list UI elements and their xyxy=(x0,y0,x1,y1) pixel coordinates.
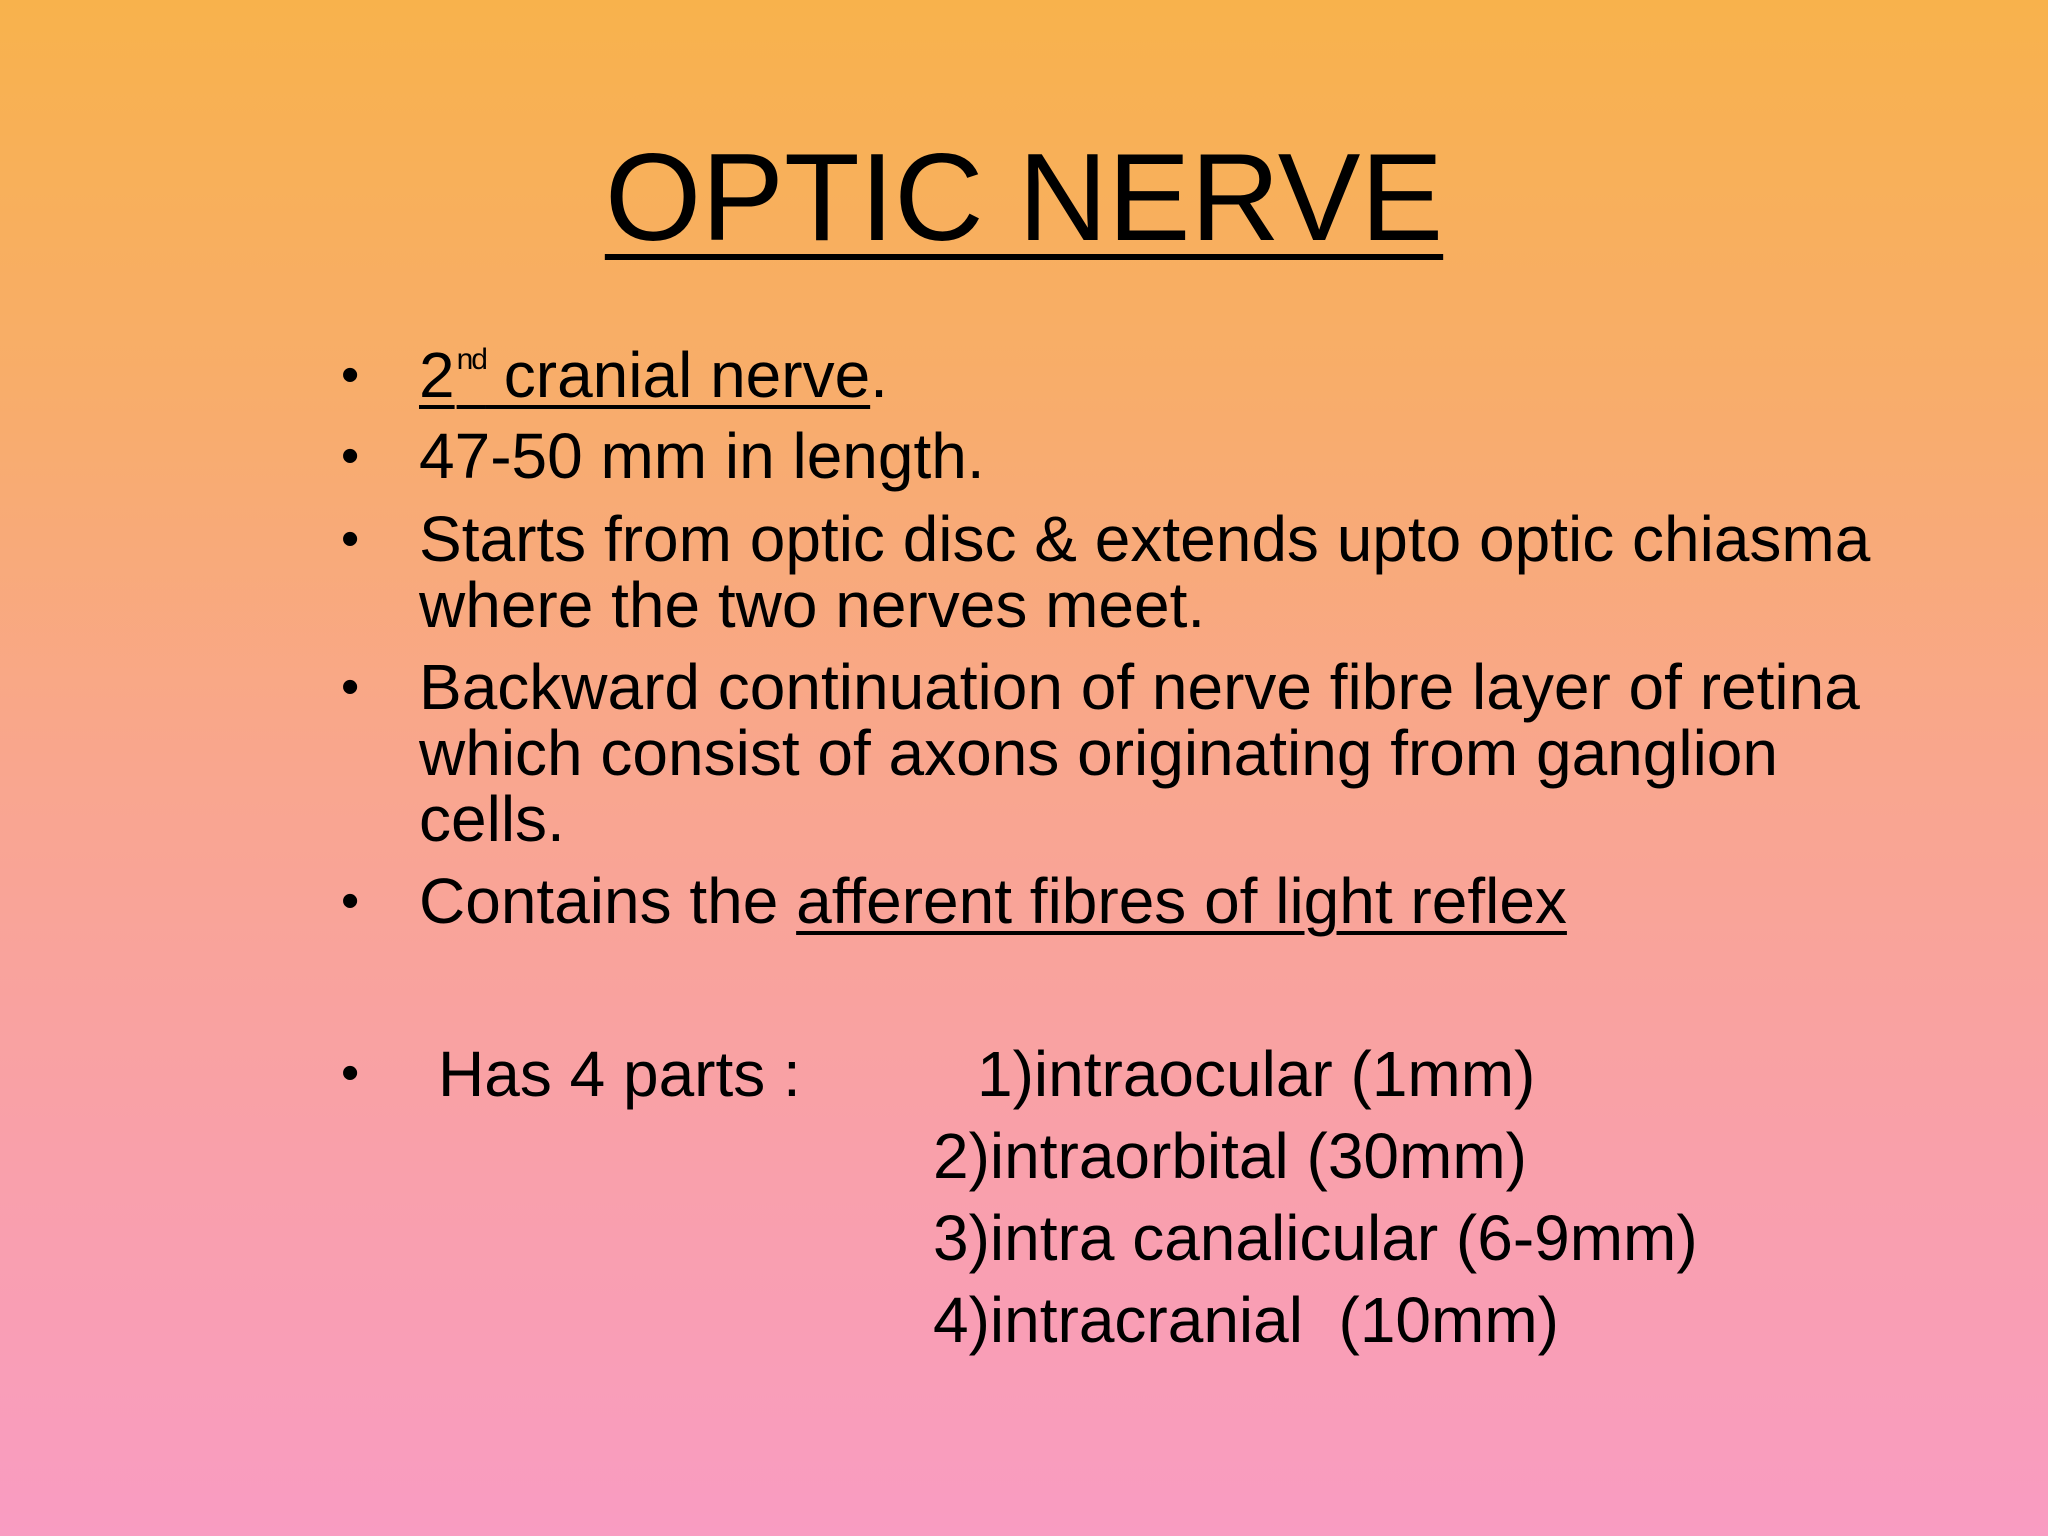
bullet-item-4-line-3: cells. xyxy=(419,783,565,855)
bullet-1-period: . xyxy=(870,339,888,411)
bullet-5-underlined: afferent fibres of light reflex xyxy=(796,865,1567,937)
bullet-item-3-line-1: Starts from optic disc & extends upto optic chiasma xyxy=(419,503,1871,575)
bullet-item-4-line-2: which consist of axons originating from ganglion xyxy=(419,717,1778,789)
bullet-1-number: 2 xyxy=(419,339,455,411)
bullet-1-underlined xyxy=(419,339,870,411)
bullet-item-3-line-2: where the two nerves meet. xyxy=(419,569,1206,641)
part-2: 2)intraorbital (30mm) xyxy=(933,1120,1527,1192)
bullet-dot-6: • xyxy=(341,1044,360,1102)
parts-label: Has 4 parts : xyxy=(438,1038,801,1110)
bullet-item-4-line-1: Backward continuation of nerve fibre layer of retina xyxy=(419,651,1860,723)
bullet-item-5 xyxy=(419,865,2019,937)
bullet-dot-4: • xyxy=(341,658,360,716)
part-1: 1)intraocular (1mm) xyxy=(977,1038,1536,1110)
bullet-1-text: cranial nerve xyxy=(485,339,871,411)
bullet-dot-5: • xyxy=(341,872,360,930)
bullet-item-2: 47-50 mm in length. xyxy=(419,420,985,492)
bullet-item-1 xyxy=(419,339,2019,421)
part-4: 4)intracranial (10mm) xyxy=(933,1284,1559,1356)
part-3: 3)intra canalicular (6-9mm) xyxy=(933,1202,1698,1274)
bullet-dot-1: • xyxy=(341,346,360,404)
slide-title-text: OPTIC NERVE xyxy=(604,129,1444,267)
bullet-dot-2: • xyxy=(341,427,360,485)
bullet-dot-3: • xyxy=(341,510,360,568)
bullet-5-prefix: Contains the xyxy=(419,865,797,937)
bullet-1-superscript: nd xyxy=(456,343,486,376)
